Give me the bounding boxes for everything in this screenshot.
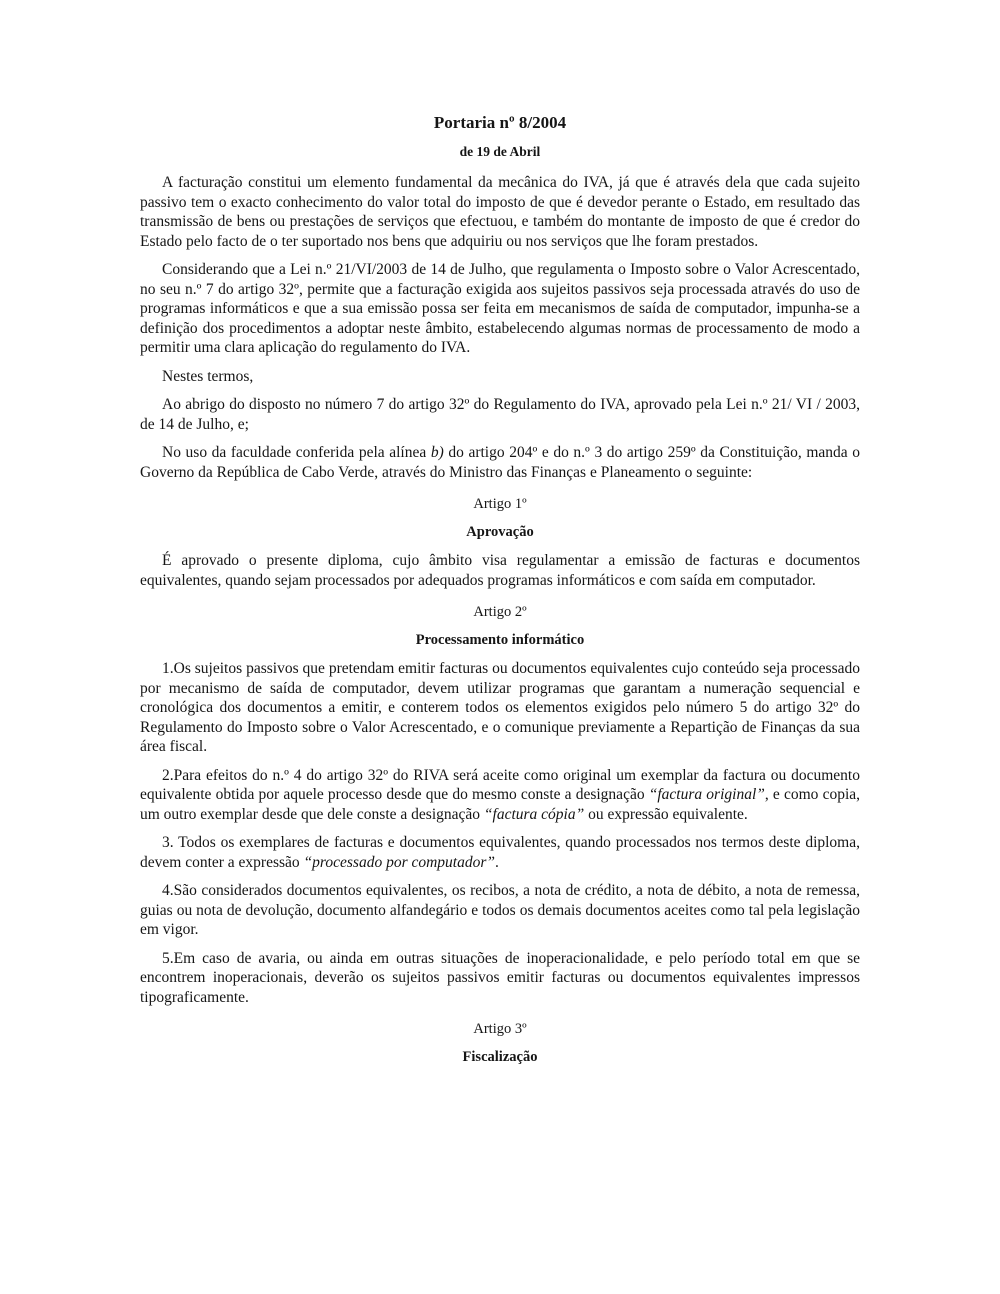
paragraph-intro-2 <box>140 260 860 358</box>
paragraph-text: É aprovado o presente diploma, cujo âmbito visa regulamentar a emissão de facturas e documentos equivalentes, quando sejam processados por adequados programas informáticos e com saída em computador. <box>140 552 860 589</box>
paragraph-text: 3. Todos os exemplares de facturas e documentos equivalentes, quando processados nos termos deste diploma, devem conter a expressão <box>140 834 860 871</box>
paragraph-article-2-item-2 <box>140 766 860 825</box>
paragraph-text-italic: b) <box>430 444 444 461</box>
paragraph-text-italic: “factura original” <box>648 786 765 803</box>
article-1-number: Artigo 1º <box>473 496 527 512</box>
paragraph-article-1-body <box>140 551 860 590</box>
document-subtitle: de 19 de Abril <box>459 144 541 159</box>
article-3-title: Fiscalização <box>462 1049 538 1065</box>
paragraph-text: 5.Em caso de avaria, ou ainda em outras situações de inoperacionalidade, e pelo período total em que se encontrem inoperacionais, deverão os sujeitos passivos emitir facturas ou documentos equivalentes impressos tipograficamente. <box>140 949 860 1006</box>
article-1-title: Aprovação <box>466 524 534 540</box>
paragraph-article-2-item-1 <box>140 659 860 757</box>
paragraph-text: Ao abrigo do disposto no número 7 do artigo 32º do Regulamento do IVA, aprovado pela Lei n.º 21/ VI / 2003, de 14 de Julho, e; <box>140 396 860 433</box>
article-2-title: Processamento informático <box>415 632 585 648</box>
document-title: Portaria nº 8/2004 <box>433 113 567 132</box>
paragraph-nestes-termos <box>140 367 860 387</box>
article-2-number: Artigo 2º <box>473 604 527 620</box>
paragraph-text: , e como copia, um outro exemplar desde que dele conste a designação <box>140 786 861 823</box>
paragraph-text: do artigo 204º e do n.º 3 do artigo 259º da Constituição, manda o Governo da República de Cabo Verde, através do Ministro das Finanças e Planeamento o seguinte: <box>140 444 860 481</box>
paragraph-text: 1.Os sujeitos passivos que pretendam emitir facturas ou documentos equivalentes cujo conteúdo seja processado por mecanismo de saída de computador, devem utilizar programas que garantam a numeração sequencial e cronológica dos documentos a emitir, e conterem todos os elementos exigidos pelo número 5 do artigo 32º do Regulamento do Imposto sobre o Valor Acrescentado, e o comunique previamente a Repartição de Finanças da sua área fiscal. <box>140 660 860 755</box>
paragraph-text: Considerando que a Lei n.º 21/VI/2003 de 14 de Julho, que regulamenta o Imposto sobre o Valor Acrescentado, no seu n.º 7 do artigo 32º, permite que a facturação exigida aos sujeitos passivos seja processada através do uso de programas informáticos e que a sua emissão possa ser feita em mecanismos de saída de computador, impunha-se a definição dos procedimentos a adoptar neste âmbito, estabelecendo algumas normas de processamento de modo a permitir uma clara aplicação do regulamento do IVA. <box>140 261 860 356</box>
paragraph-text: No uso da faculdade conferida pela alínea <box>162 444 431 461</box>
paragraph-text: . <box>495 853 499 871</box>
paragraph-article-2-item-5 <box>140 949 860 1008</box>
paragraph-text: 4.São considerados documentos equivalentes, os recibos, a nota de crédito, a nota de débito, a nota de remessa, guias ou nota de devolução, documento alfandegário e todos os demais documentos aceites como tal pela legislação em vigor. <box>140 882 860 938</box>
paragraph-text-italic: “factura cópia” <box>483 805 585 823</box>
paragraph-text: 2.Para efeitos do n.º 4 do artigo 32º do RIVA será aceite como original um exemplar da factura ou documento equivalente obtida por aquele processo desde que do mesmo conste a designação <box>140 766 860 803</box>
article-3-number: Artigo 3º <box>473 1021 527 1037</box>
paragraph-text: ou expressão equivalente. <box>584 805 748 823</box>
paragraph-text: A facturação constitui um elemento fundamental da mecânica do IVA, já que é através dela que cada sujeito passivo tem o exacto conhecimento do valor total do imposto de que é devedor perante o Estado, em resultado das transmissão de bens ou prestações de serviços que efectuou, e também do montante de imposto de que é credor do Estado pelo facto de o ter suportado nos bens que adquiriu ou nos serviços que lhe foram prestados. <box>140 174 860 250</box>
paragraph-ao-abrigo <box>140 395 860 434</box>
paragraph-article-2-item-3 <box>140 833 860 872</box>
paragraph-text: Nestes termos, <box>162 367 254 385</box>
paragraph-text-italic: “processado por computador” <box>303 853 496 871</box>
paragraph-article-2-item-4 <box>140 881 860 940</box>
paragraph-no-uso <box>140 443 860 482</box>
paragraph-intro-1 <box>140 173 860 251</box>
